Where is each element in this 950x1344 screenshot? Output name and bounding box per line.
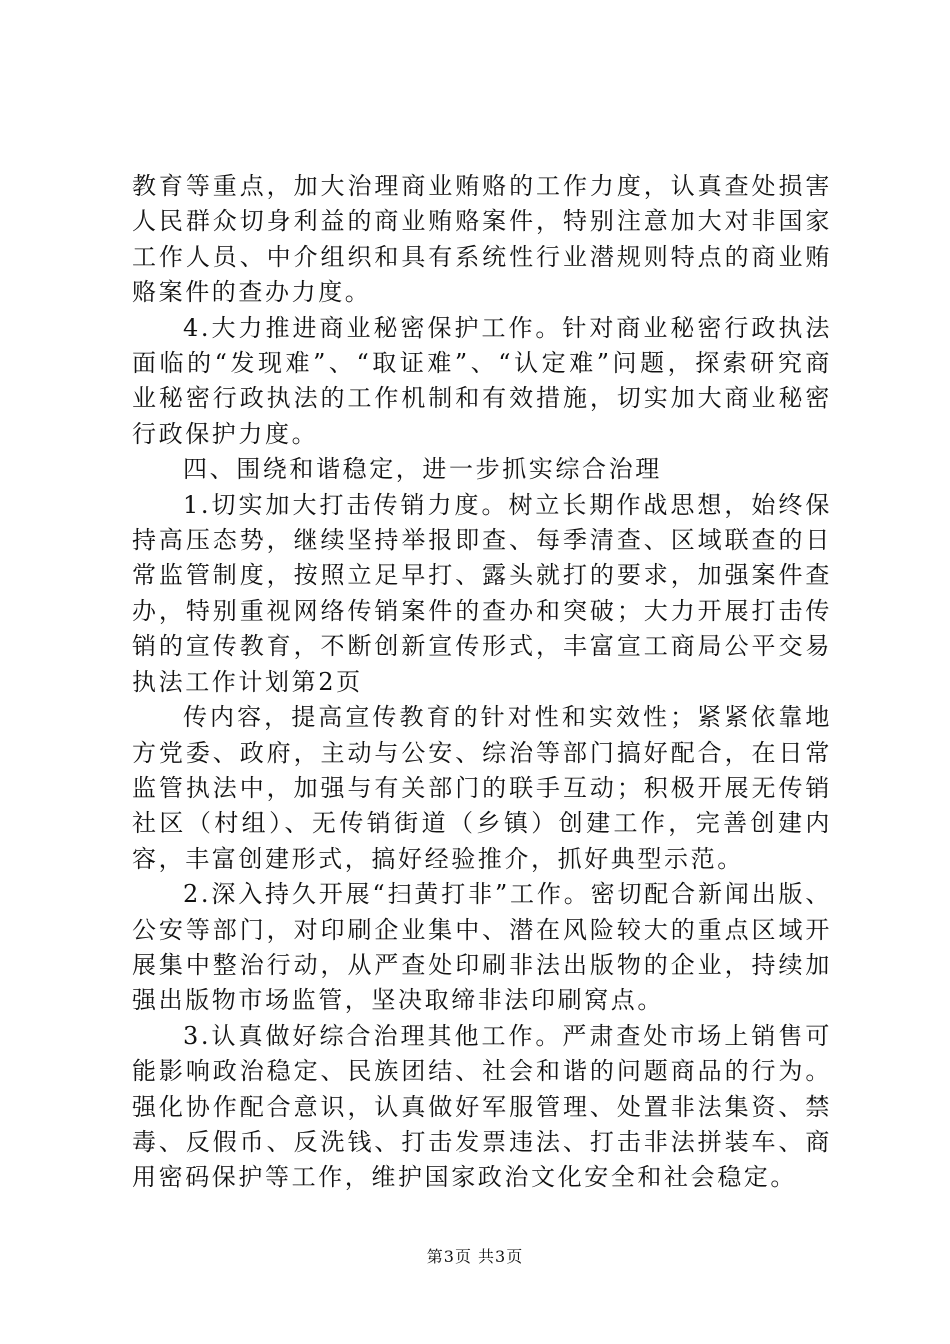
paragraph-publicity: 传内容，提高宣传教育的针对性和实效性；紧紧依靠地方党委、政府，主动与公安、综治等部门搞好配合，在日常监管执法中，加强与有关部门的联手互动；积极开展无传销社区（村组）、无传销街道（乡镇）创建工作，完善创建内容，丰富创建形式，搞好经验推介，抓好典型示范。 [132, 703, 832, 873]
paragraph-trade-secret: 4.大力推进商业秘密保护工作。针对商业秘密行政执法面临的“发现难”、“取证难”、“认定难”问题，探索研究商业秘密行政执法的工作机制和有效措施，切实加大商业秘密行政保护力度。 [132, 313, 832, 448]
paragraph-continuation: 教育等重点，加大治理商业贿赂的工作力度，认真查处损害人民群众切身利益的商业贿赂案件，特别注意加大对非国家工作人员、中介组织和具有系统性行业潜规则特点的商业贿赂案件的查办力度。 [132, 172, 832, 307]
paragraph-pyramid-selling: 1.切实加大打击传销力度。树立长期作战思想，始终保持高压态势，继续坚持举报即查、每季清查、区域联查的日常监管制度，按照立足早打、露头就打的要求，加强案件查办，特别重视网络传销案件的查办和突破；大力开展打击传销的宣传教育，不断创新宣传形式，丰富宣工商局公平交易执法工作计划第2页 [132, 490, 832, 696]
page-number-footer: 第3页 共3页 [426, 1247, 524, 1266]
paragraph-comprehensive-governance: 3.认真做好综合治理其他工作。严肃查处市场上销售可能影响政治稳定、民族团结、社会和谐的问题商品的行为。强化协作配合意识，认真做好军服管理、处置非法集资、禁毒、反假币、反洗钱、打击发票违法、打击非法拼装车、商用密码保护等工作，维护国家政治文化安全和社会稳定。 [132, 1021, 832, 1192]
document-body [132, 169, 832, 1196]
paragraph-anti-pornography: 2.深入持久开展“扫黄打非”工作。密切配合新闻出版、公安等部门，对印刷企业集中、潜在风险较大的重点区域开展集中整治行动，从严查处印刷非法出版物的企业，持续加强出版物市场监管，坚决取缔非法印刷窝点。 [132, 880, 832, 1015]
section-heading: 四、围绕和谐稳定，进一步抓实综合治理 [183, 455, 662, 484]
